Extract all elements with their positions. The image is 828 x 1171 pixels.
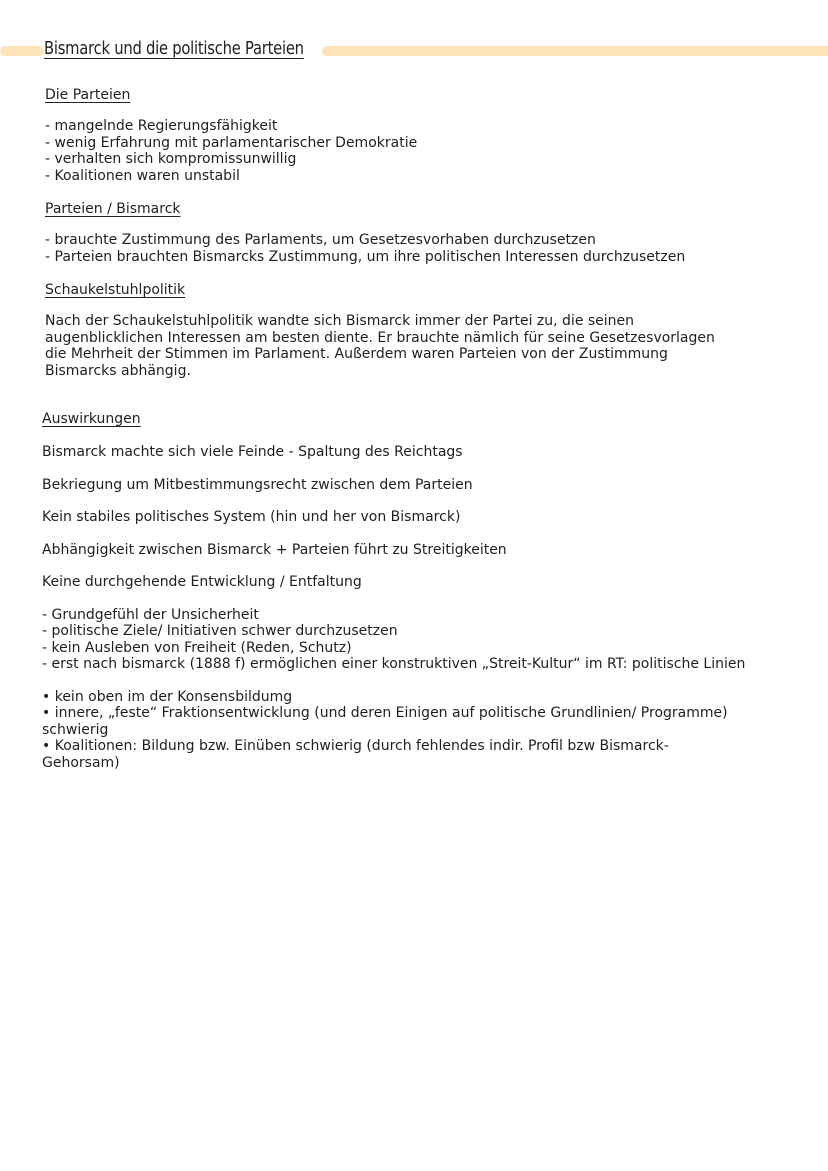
notes-content [45, 86, 805, 379]
list-item: Gehorsam) [42, 754, 120, 771]
list-item: - Parteien brauchten Bismarcks Zustimmung, um ihre politischen Interessen durchzusetzen [45, 248, 686, 265]
statement-line: Bekriegung um Mitbestimmungsrecht zwischen dem Parteien [42, 476, 473, 493]
list-item: • kein oben im der Konsensbildumg [42, 688, 293, 705]
list-parteien-bismarck [45, 232, 805, 265]
statement-line: Kein stabiles politisches System (hin und her von Bismarck) [42, 509, 461, 525]
heading-auswirkungen: Auswirkungen [42, 411, 141, 427]
list-item: - mangelnde Regierungsfähigkeit [45, 118, 278, 134]
statement-line: Abhängigkeit zwischen Bismarck + Parteien führt zu Streitigkeiten [42, 541, 507, 558]
paragraph-line: Nach der Schaukelstuhlpolitik wandte sich Bismarck immer der Partei zu, die seinen [45, 313, 635, 329]
list-die-parteien [45, 118, 805, 184]
list-item: - wenig Erfahrung mit parlamentarischer Demokratie [45, 134, 418, 151]
title-highlight-right [322, 46, 828, 56]
heading-die-parteien: Die Parteien [45, 87, 131, 103]
statement-line: Keine durchgehende Entwicklung / Entfaltung [42, 574, 362, 590]
list-item: • innere, „feste“ Fraktionsentwicklung (und deren Einigen auf politische Grundlinien/ Programme) [42, 705, 728, 721]
title-bar [0, 38, 828, 64]
paragraph-line: Bismarcks abhängig. [45, 362, 191, 379]
paragraph-schaukelstuhlpolitik [45, 313, 805, 379]
auswirkungen-section [42, 410, 812, 771]
paragraph-line: die Mehrheit der Stimmen im Parlament. Außerdem waren Parteien von der Zustimmung [45, 346, 668, 362]
list-item: - verhalten sich kompromissunwillig [45, 151, 297, 167]
list-item: - brauchte Zustimmung des Parlaments, um Gesetzesvorhaben durchzusetzen [45, 232, 596, 248]
list-item: - kein Ausleben von Freiheit (Reden, Schutz) [42, 639, 352, 656]
list-item: schwierig [42, 721, 109, 738]
list-auswirkungen-dash [42, 607, 812, 673]
heading-schaukelstuhlpolitik: Schaukelstuhlpolitik [45, 282, 186, 298]
title-highlight-left [0, 46, 44, 56]
heading-parteien-bismarck: Parteien / Bismarck [45, 201, 181, 217]
list-item: - erst nach bismarck (1888 f) ermöglichen einer konstruktiven „Streit-Kultur“ im RT: politische Linien [42, 656, 746, 672]
list-auswirkungen-bullets [42, 689, 812, 772]
list-item: - Koalitionen waren unstabil [45, 167, 240, 184]
statement-line: Bismarck machte sich viele Feinde - Spaltung des Reichtags [42, 444, 463, 460]
list-item: - Grundgefühl der Unsicherheit [42, 606, 259, 623]
list-item: - politische Ziele/ Initiativen schwer durchzusetzen [42, 623, 398, 639]
paragraph-line: augenblicklichen Interessen am besten diente. Er brauchte nämlich für seine Gesetzesvorlagen [45, 329, 715, 346]
list-item: • Koalitionen: Bildung bzw. Einüben schwierig (durch fehlendes indir. Profil bzw Bismarck- [42, 738, 669, 754]
page-title: Bismarck und die politische Parteien [44, 38, 304, 59]
